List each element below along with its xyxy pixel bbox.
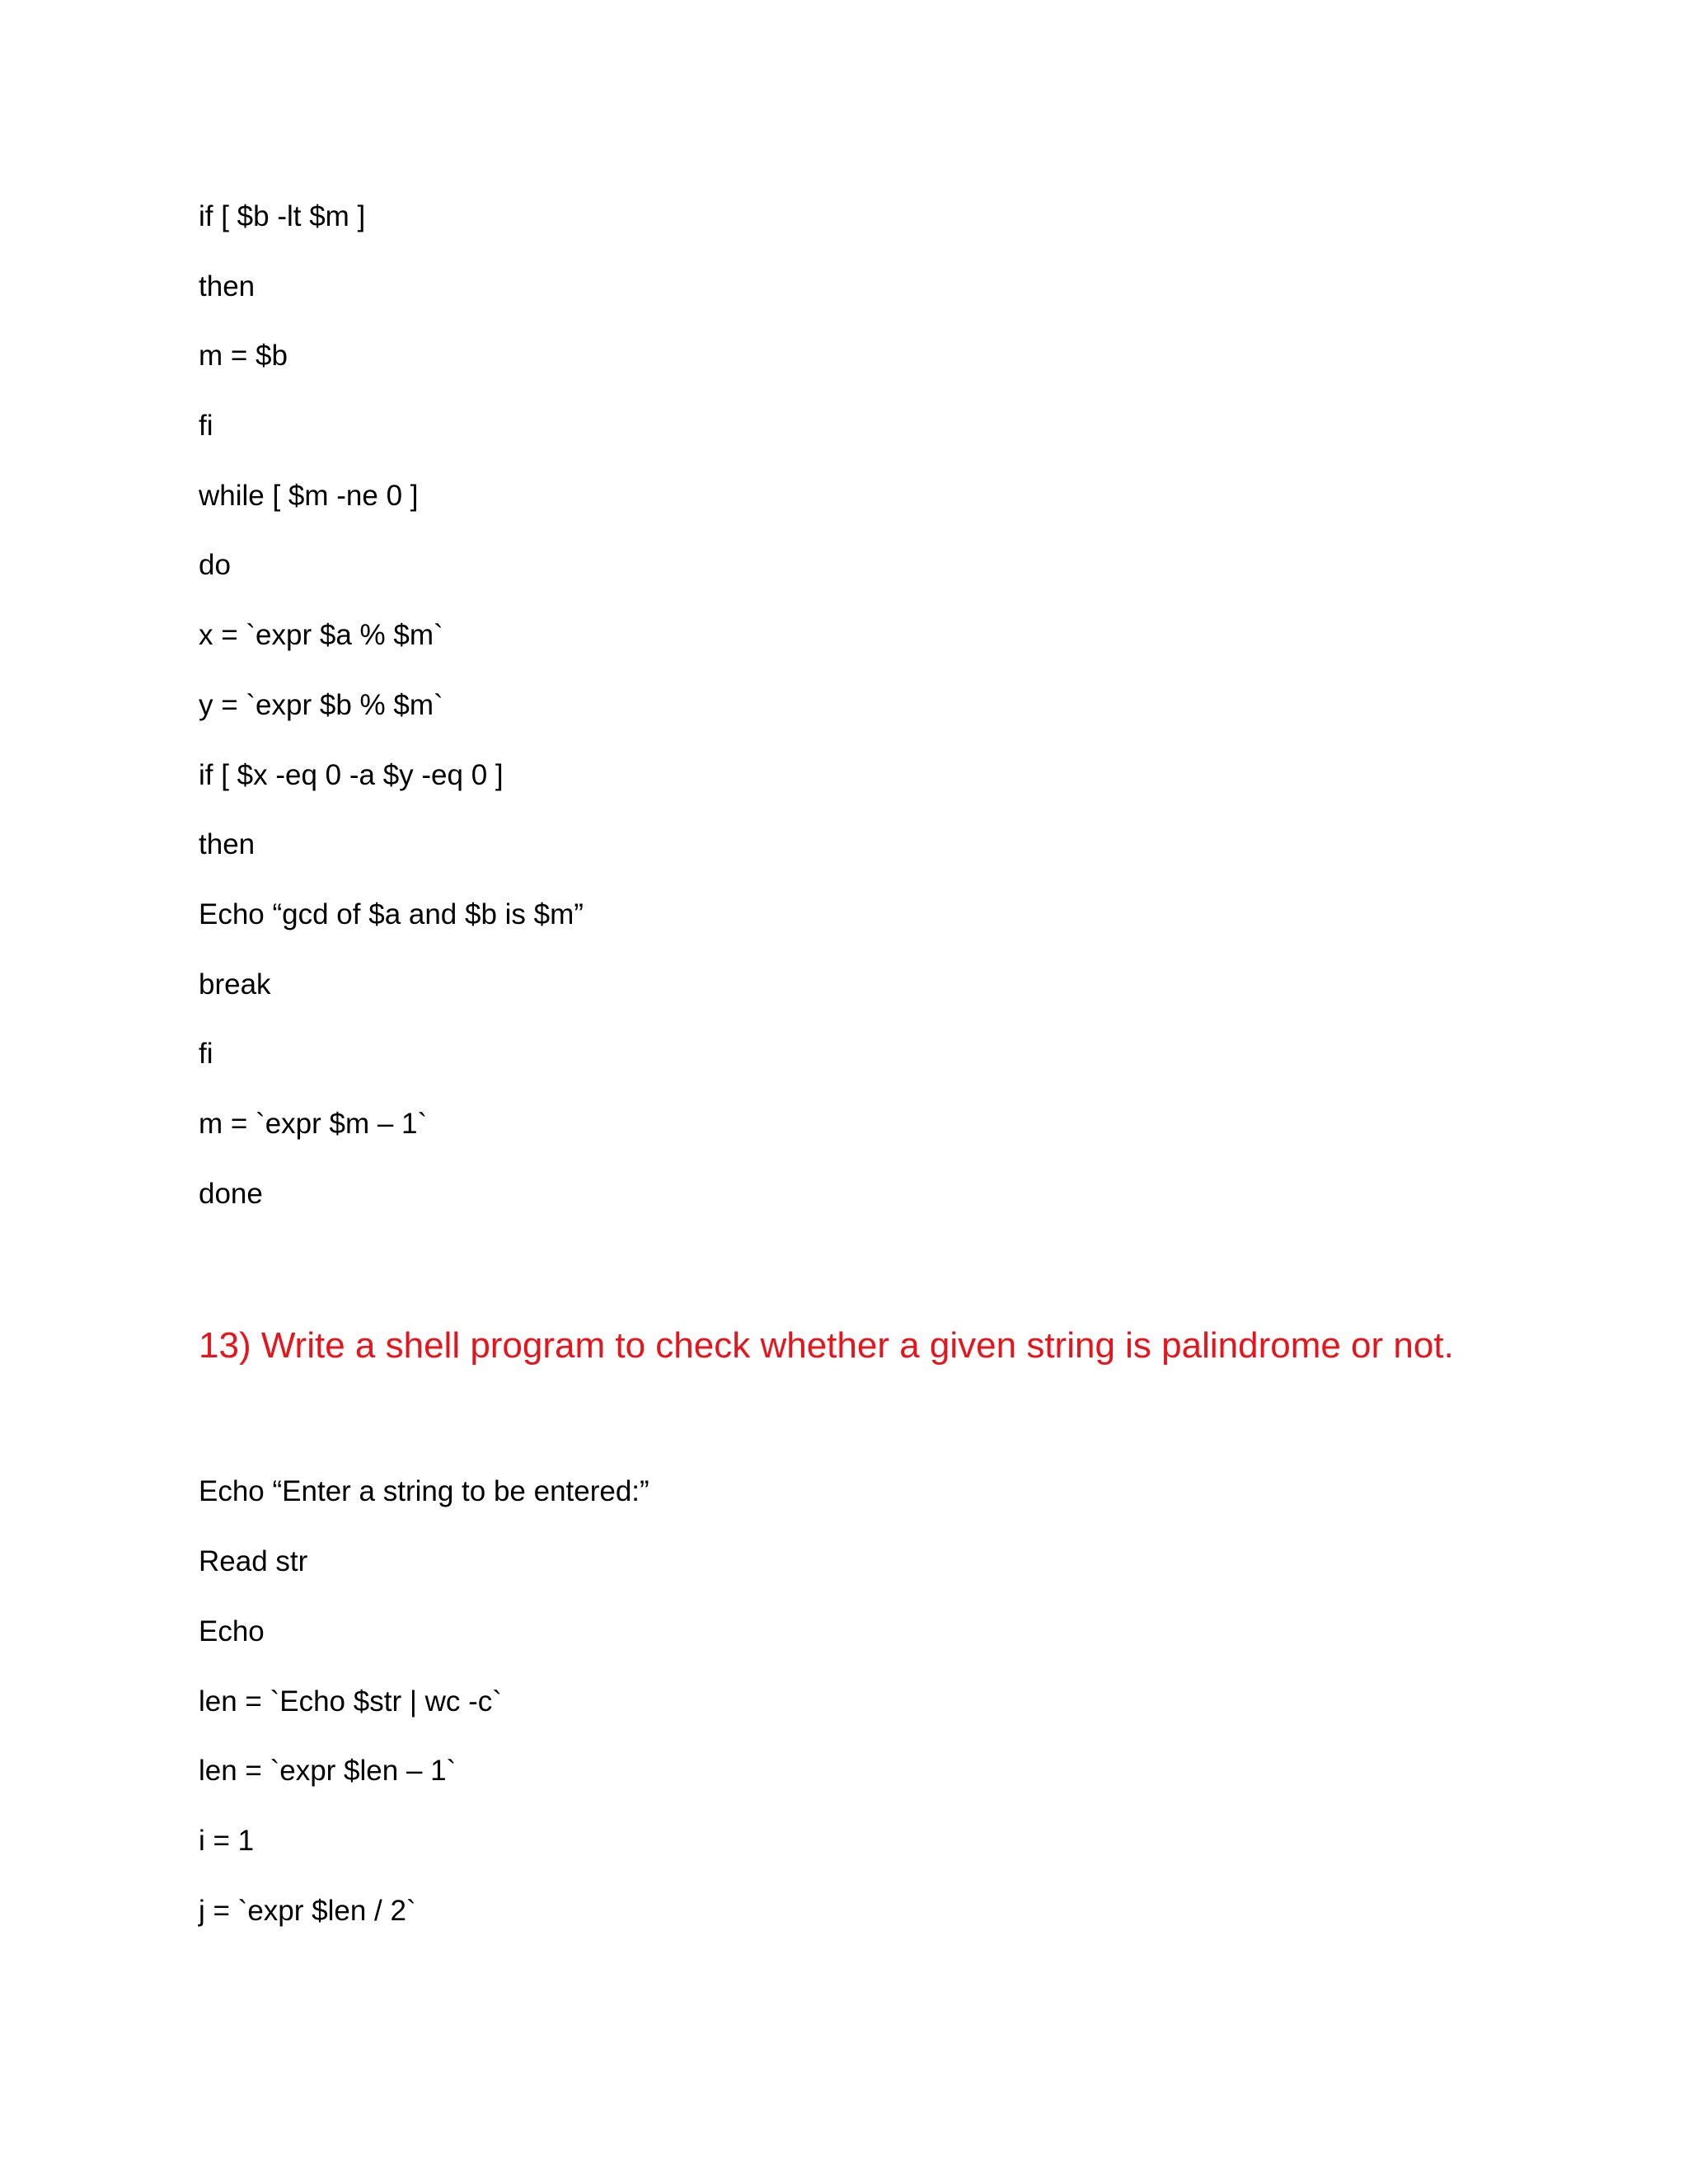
code-line: fi	[199, 410, 213, 442]
code-line: j = `expr $len / 2`	[199, 1895, 416, 1927]
code-line: y = `expr $b % $m`	[199, 689, 443, 721]
code-line: fi	[199, 1038, 213, 1070]
code-line: break	[199, 968, 271, 1001]
code-line: i = 1	[199, 1825, 255, 1857]
code-line: if [ $b -lt $m ]	[199, 200, 366, 232]
code-line: m = $b	[199, 340, 288, 372]
code-line: then	[199, 270, 256, 302]
code-line: x = `expr $a % $m`	[199, 619, 443, 651]
code-line: Echo	[199, 1615, 265, 1647]
code-line: then	[199, 828, 256, 860]
code-line: m = `expr $m – 1`	[199, 1108, 428, 1140]
code-line: if [ $x -eq 0 -a $y -eq 0 ]	[199, 759, 504, 791]
code-line: do	[199, 549, 231, 581]
code-line: Echo “Enter a string to be entered:”	[199, 1475, 649, 1507]
code-line: len = `expr $len – 1`	[199, 1755, 457, 1787]
code-line: len = `Echo $str | wc -c`	[199, 1685, 502, 1718]
code-line: done	[199, 1178, 263, 1210]
section-heading: 13) Write a shell program to check whether a given string is palindrome or not.	[199, 1325, 1454, 1366]
code-line: Echo “gcd of $a and $b is $m”	[199, 898, 584, 930]
code-line: while [ $m -ne 0 ]	[199, 480, 419, 512]
code-line: Read str	[199, 1545, 308, 1577]
